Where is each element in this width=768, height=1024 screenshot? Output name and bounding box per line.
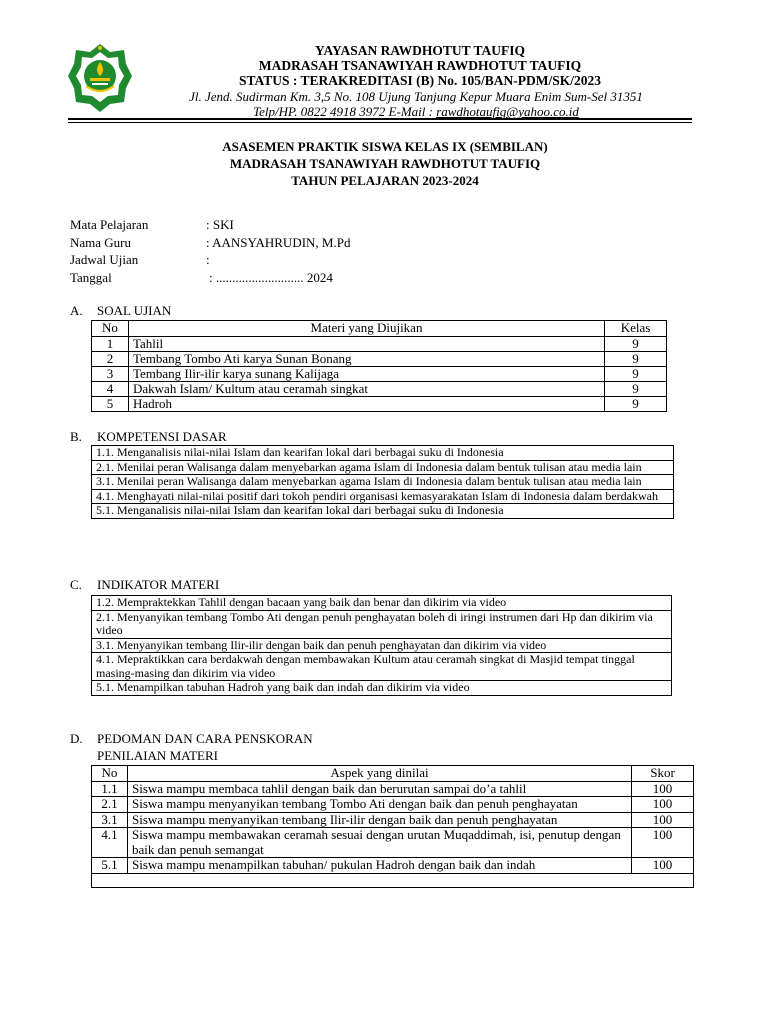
table-row [92, 381, 667, 396]
indicator-table [91, 595, 672, 696]
row-aspect: Siswa mampu menyanyikan tembang Ilir-ilir dengan baik dan penuh penghayatan [128, 812, 632, 828]
date-label: Tanggal [70, 270, 112, 285]
doc-title-line2: MADRASAH TSANAWIYAH RAWDHOTUT TAUFIQ [229, 156, 541, 171]
table-header-row [92, 321, 667, 337]
row-no: 2 [92, 351, 129, 366]
email-link[interactable]: rawdhotaufiq@yahoo.co.id [436, 104, 579, 119]
table-row [92, 812, 694, 828]
list-item [92, 446, 674, 461]
row-aspect: Siswa mampu membaca tahlil dengan baik dan berurutan sampai do’a tahlil [128, 781, 632, 797]
competency-text: 1.1. Menganalisis nilai-nilai Islam dan kearifan lokal dari berbagai suku di Indonesia [92, 446, 674, 461]
list-item [92, 460, 674, 475]
indicator-text: 4.1. Mepraktikkan cara berdakwah dengan membawakan Kultum atau ceramah singkat di Masjid tempat tinggal masing-masing dan dikirim via video [92, 653, 672, 681]
col-header-class: Kelas [605, 321, 667, 337]
table-row [92, 781, 694, 797]
doc-title-line3: TAHUN PELAJARAN 2023-2024 [291, 173, 479, 188]
row-score: 100 [632, 812, 694, 828]
competency-text: 5.1. Menganalisis nilai-nilai Islam dan kearifan lokal dari berbagai suku di Indonesia [92, 504, 674, 519]
section-d-title: PEDOMAN DAN CARA PENSKORAN [97, 731, 313, 746]
row-score: 100 [632, 797, 694, 813]
competency-table [91, 445, 674, 519]
row-aspect: Siswa mampu menyanyikan tembang Tombo Ati dengan baik dan penuh penghayatan [128, 797, 632, 813]
header-divider-thick [68, 118, 692, 120]
row-score: 100 [632, 858, 694, 874]
table-row [92, 366, 667, 381]
table-row [92, 351, 667, 366]
table-row [92, 797, 694, 813]
col-header-material: Materi yang Diujikan [129, 321, 605, 337]
indicator-text: 2.1. Menyanyikan tembang Tombo Ati dengan penuh penghayatan boleh di iringi instrumen dari Hp dan dikirim via video [92, 610, 672, 638]
date-value: : ........................... 2024 [209, 270, 333, 285]
row-no: 1.1 [92, 781, 128, 797]
subject-label: Mata Pelajaran [70, 217, 149, 232]
indicator-text: 1.2. Mempraktekkan Tahlil dengan bacaan yang baik dan benar dan dikirim via video [92, 596, 672, 611]
row-material: Hadroh [129, 396, 605, 411]
row-no: 1 [92, 336, 129, 351]
row-aspect: Siswa mampu membawakan ceramah sesuai dengan urutan Muqaddimah, isi, penutup dengan baik dan penuh semangat [128, 828, 632, 858]
row-score: 100 [632, 781, 694, 797]
row-no: 3.1 [92, 812, 128, 828]
section-b-heading [70, 429, 227, 445]
row-class: 9 [605, 351, 667, 366]
table-header-row [92, 766, 694, 782]
table-row [92, 336, 667, 351]
empty-cell [92, 873, 694, 887]
schedule-label: Jadwal Ujian [70, 252, 139, 267]
teacher-value: : AANSYAHRUDIN, M.Pd [206, 235, 351, 250]
row-material: Tahlil [129, 336, 605, 351]
row-class: 9 [605, 336, 667, 351]
list-item [92, 653, 672, 681]
doc-title-line1: ASASEMEN PRAKTIK SISWA KELAS IX (SEMBILAN) [222, 139, 548, 154]
empty-row [92, 873, 694, 887]
list-item [92, 489, 674, 504]
list-item [92, 504, 674, 519]
school-logo-emblem [68, 42, 132, 114]
section-b-letter: B. [70, 429, 82, 444]
row-material: Tembang Ilir-ilir karya sunang Kalijaga [129, 366, 605, 381]
row-no: 2.1 [92, 797, 128, 813]
list-item [92, 610, 672, 638]
scoring-table [91, 765, 694, 888]
indicator-text: 5.1. Menampilkan tabuhan Hadroh yang baik dan indah dan dikirim via video [92, 681, 672, 696]
school-logo [68, 42, 132, 114]
col-header-score: Skor [632, 766, 694, 782]
section-d-heading [70, 731, 313, 747]
row-no: 5 [92, 396, 129, 411]
subject-value: : SKI [206, 217, 234, 232]
table-row [92, 828, 694, 858]
col-header-no: No [92, 321, 129, 337]
section-c-heading [70, 577, 219, 593]
teacher-label: Nama Guru [70, 235, 132, 250]
list-item [92, 596, 672, 611]
row-class: 9 [605, 381, 667, 396]
section-d-subtitle: PENILAIAN MATERI [97, 748, 218, 763]
section-c-title: INDIKATOR MATERI [97, 577, 220, 592]
col-header-no: No [92, 766, 128, 782]
accreditation-status: STATUS : TERAKREDITASI (B) No. 105/BAN-PDM/SK/2023 [238, 73, 602, 88]
list-item [92, 638, 672, 653]
section-c-letter: C. [70, 577, 82, 592]
foundation-name: YAYASAN RAWDHOTUT TAUFIQ [314, 43, 526, 58]
school-address: Jl. Jend. Sudirman Km. 3,5 No. 108 Ujung Tanjung Kepur Muara Enim Sum-Sel 31351 [189, 89, 643, 104]
indicator-text: 3.1. Menyanyikan tembang Ilir-ilir dengan baik dan penuh penghayatan dan dikirim via video [92, 638, 672, 653]
row-material: Dakwah Islam/ Kultum atau ceramah singkat [129, 381, 605, 396]
section-a-heading [70, 303, 171, 319]
list-item [92, 475, 674, 490]
header-divider-thin [68, 122, 692, 123]
section-b-title: KOMPETENSI DASAR [97, 429, 227, 444]
competency-text: 2.1. Menilai peran Walisanga dalam menyebarkan agama Islam di Indonesia dalam bentuk tulisan atau media lain [92, 460, 674, 475]
row-score: 100 [632, 828, 694, 858]
row-no: 3 [92, 366, 129, 381]
row-no: 4.1 [92, 828, 128, 858]
row-aspect: Siswa mampu menampilkan tabuhan/ pukulan Hadroh dengan baik dan indah [128, 858, 632, 874]
section-d-letter: D. [70, 731, 83, 746]
col-header-aspect: Aspek yang dinilai [128, 766, 632, 782]
row-class: 9 [605, 366, 667, 381]
section-a-title: SOAL UJIAN [97, 303, 172, 318]
schedule-value: : [206, 252, 210, 267]
competency-text: 4.1. Menghayati nilai-nilai positif dari tokoh pendiri organisasi kemasyarakatan Islam di Indonesia dalam berdakwah [92, 489, 674, 504]
row-no: 5.1 [92, 858, 128, 874]
phone-text: Telp/HP. 0822 4918 3972 E-Mail : [253, 104, 437, 119]
school-name: MADRASAH TSANAWIYAH RAWDHOTUT TAUFIQ [258, 58, 582, 73]
exam-table [91, 320, 667, 412]
table-row [92, 396, 667, 411]
table-row [92, 858, 694, 874]
section-a-letter: A. [70, 303, 83, 318]
row-class: 9 [605, 396, 667, 411]
list-item [92, 681, 672, 696]
row-material: Tembang Tombo Ati karya Sunan Bonang [129, 351, 605, 366]
competency-text: 3.1. Menilai peran Walisanga dalam menyebarkan agama Islam di Indonesia dalam bentuk tulisan atau media lain [92, 475, 674, 490]
row-no: 4 [92, 381, 129, 396]
